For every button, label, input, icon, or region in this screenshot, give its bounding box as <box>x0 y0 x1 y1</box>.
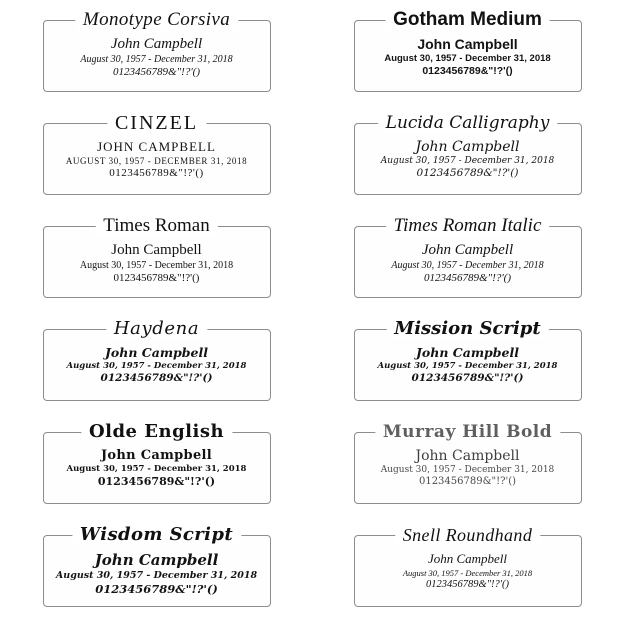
font-name-label: Times Roman Italic <box>386 216 550 236</box>
font-name-label: Murray Hill Bold <box>375 422 560 442</box>
font-name-label: Mission Script <box>386 319 548 339</box>
font-name-label: Lucida Calligraphy <box>378 113 558 133</box>
font-sample-plaque-haydena[interactable] <box>43 317 271 401</box>
sample-glyphs: 0123456789&"!?'() <box>425 578 510 590</box>
sample-glyphs: 0123456789&"!?'() <box>423 271 512 284</box>
font-sample-cell <box>321 521 614 620</box>
sample-glyphs: 0123456789&"!?'() <box>97 474 216 488</box>
sample-dates: August 30, 1957 - December 31, 2018 <box>66 463 247 474</box>
sample-lines <box>44 448 270 488</box>
font-sample-plaque-monotype-corsiva[interactable] <box>43 8 271 92</box>
sample-lines <box>355 448 581 487</box>
font-sample-plaque-times-roman[interactable] <box>43 214 271 298</box>
font-name-label: Wisdom Script <box>72 525 241 545</box>
sample-name: John Campbell <box>100 447 212 463</box>
font-sample-cell <box>321 109 614 208</box>
sample-lines <box>44 242 270 284</box>
font-sample-cell <box>10 315 303 414</box>
font-sample-cell <box>10 418 303 517</box>
sample-lines <box>44 345 270 384</box>
font-sample-cell <box>10 521 303 620</box>
font-sample-plaque-gotham-medium[interactable] <box>354 8 582 92</box>
sample-lines <box>355 139 581 179</box>
sample-dates: August 30, 1957 - December 31, 2018 <box>66 360 247 371</box>
sample-glyphs: 0123456789&"!?'() <box>100 371 213 384</box>
sample-dates: AUGUST 30, 1957 - DECEMBER 31, 2018 <box>65 155 248 166</box>
font-sample-cell <box>321 6 614 105</box>
sample-name: John Campbell <box>110 35 203 52</box>
sample-dates: August 30, 1957 - December 31, 2018 <box>377 360 558 371</box>
sample-name: John Campbell <box>105 344 208 360</box>
font-sample-plaque-olde-english[interactable] <box>43 420 271 504</box>
font-sample-plaque-snell-roundhand[interactable] <box>354 524 582 607</box>
font-sample-plaque-murray-hill-bold[interactable] <box>354 421 582 504</box>
font-sample-cell <box>10 6 303 105</box>
font-sample-plaque-wisdom-script[interactable] <box>43 523 271 607</box>
sample-dates: August 30, 1957 - December 31, 2018 <box>80 53 233 65</box>
sample-name: John Campbell <box>417 35 518 52</box>
font-name-label: Snell Roundhand <box>395 525 541 545</box>
sample-glyphs: 0123456789&"!?'() <box>418 475 517 487</box>
font-name-label: Olde English <box>81 422 232 442</box>
font-name-label: Gotham Medium <box>385 10 550 30</box>
sample-name: John Campbell <box>415 138 520 155</box>
font-name-label: Times Roman <box>95 216 217 236</box>
sample-name: John Campbell <box>421 241 514 258</box>
font-sample-cell <box>10 212 303 311</box>
sample-name: John Campbell <box>427 550 508 566</box>
sample-lines <box>355 345 581 384</box>
sample-lines <box>355 551 581 590</box>
sample-dates: August 30, 1957 - December 31, 2018 <box>402 567 533 578</box>
sample-glyphs: 0123456789&"!?'() <box>112 65 201 78</box>
sample-glyphs: 0123456789&"!?'() <box>109 166 204 179</box>
sample-name: John Campbell <box>416 344 519 360</box>
sample-dates: August 30, 1957 - December 31, 2018 <box>380 155 555 166</box>
sample-dates: August 30, 1957 - December 31, 2018 <box>79 259 234 271</box>
font-sample-cell <box>321 418 614 517</box>
sample-lines <box>355 242 581 284</box>
font-sample-cell <box>321 315 614 414</box>
font-sample-cell <box>321 212 614 311</box>
sample-glyphs: 0123456789&"!?'() <box>416 166 519 179</box>
sample-glyphs: 0123456789&"!?'() <box>95 581 218 596</box>
font-sample-cell <box>10 109 303 208</box>
sample-dates: August 30, 1957 - December 31, 2018 <box>384 52 551 64</box>
sample-dates: August 30, 1957 - December 31, 2018 <box>380 464 555 475</box>
sample-glyphs: 0123456789&"!?'() <box>113 271 200 284</box>
sample-glyphs: 0123456789&"!?'() <box>411 371 524 384</box>
sample-name: John Campbell <box>94 550 219 569</box>
font-sample-plaque-cinzel[interactable] <box>43 111 271 195</box>
sample-lines <box>44 139 270 179</box>
sample-lines <box>355 36 581 77</box>
font-sample-plaque-mission-script[interactable] <box>354 317 582 401</box>
font-name-label: CINZEL <box>107 113 206 133</box>
sample-name: John Campbell <box>111 241 202 258</box>
sample-name: John Campbell <box>415 447 520 464</box>
font-sample-plaque-times-roman-italic[interactable] <box>354 214 582 298</box>
sample-lines <box>44 551 270 596</box>
sample-glyphs: 0123456789&"!?'() <box>422 64 513 77</box>
sample-lines <box>44 36 270 78</box>
font-name-label: Haydena <box>106 319 207 339</box>
sample-dates: August 30, 1957 - December 31, 2018 <box>391 259 544 271</box>
sample-dates: August 30, 1957 - December 31, 2018 <box>55 569 258 581</box>
sample-name: JOHN CAMPBELL <box>97 138 216 154</box>
font-name-label: Monotype Corsiva <box>75 10 238 30</box>
font-sample-plaque-lucida-calligraphy[interactable] <box>354 112 582 195</box>
